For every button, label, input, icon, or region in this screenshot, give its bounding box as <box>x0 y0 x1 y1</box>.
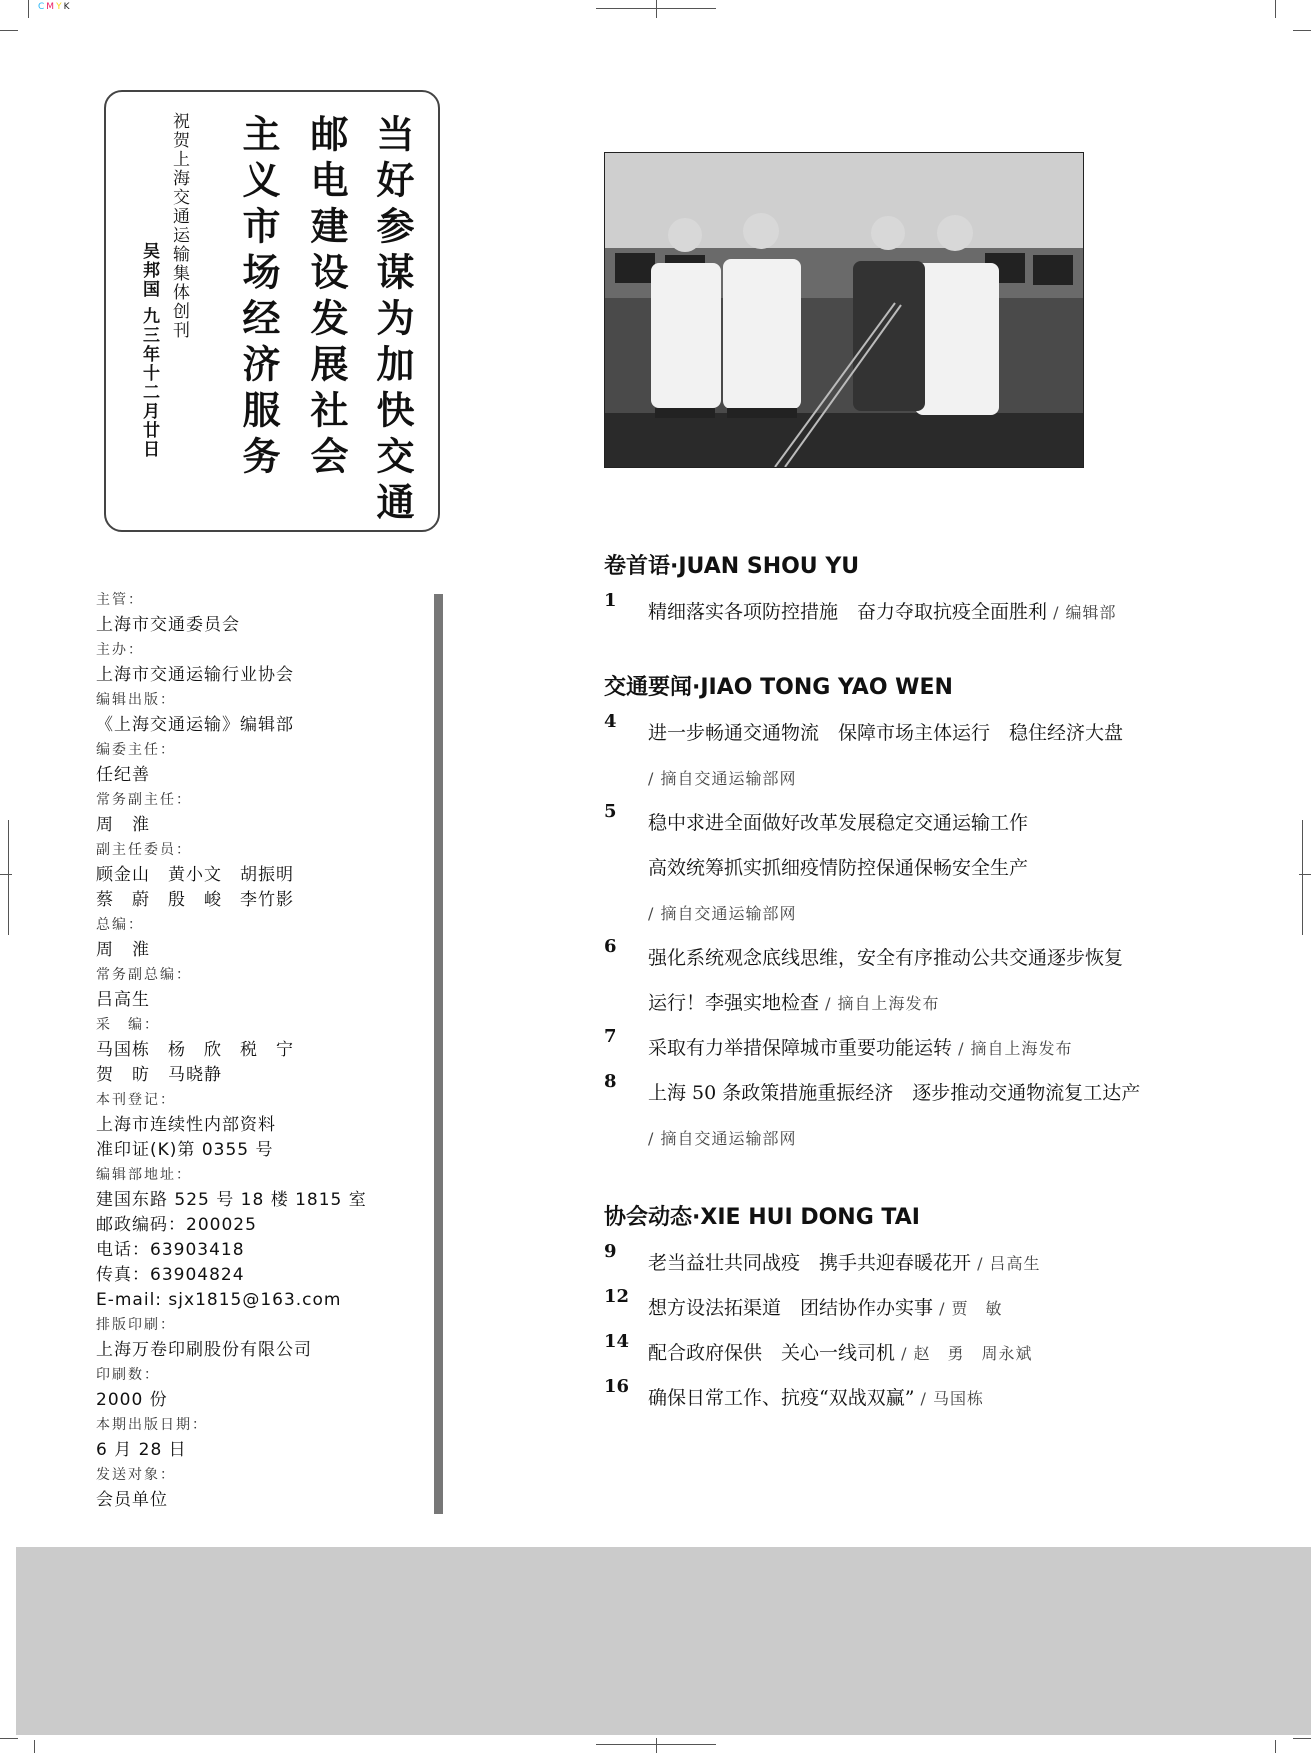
toc-entry-title-line <box>648 1026 1224 1071</box>
toc-entry[interactable] <box>604 1376 1224 1421</box>
toc-entry-source: / 摘自交通运输部网 <box>648 1129 797 1148</box>
masthead-label: 常务副总编： <box>96 967 192 983</box>
toc-entry[interactable] <box>604 1286 1224 1331</box>
crop-mark <box>28 0 29 18</box>
masthead-value: 建国东路 525 号 18 楼 1815 室 <box>96 1190 367 1210</box>
toc-page-number: 5 <box>604 801 617 822</box>
toc-entry-source: / 编辑部 <box>1053 603 1117 622</box>
masthead-label: 本刊登记： <box>96 1092 176 1108</box>
toc-entry-title: 采取有力举措保障城市重要功能运转 <box>648 1037 953 1059</box>
toc-entry-source-line <box>648 756 1224 801</box>
toc-page-number: 8 <box>604 1071 617 1092</box>
toc-entry[interactable] <box>604 1331 1224 1376</box>
toc-entry-title-line <box>648 711 1224 756</box>
toc-entry-source-line <box>648 891 1224 936</box>
section-title-pinyin: ·JIAO TONG YAO WEN <box>692 675 953 700</box>
masthead-value: 上海市交通运输行业协会 <box>96 665 294 685</box>
masthead-value: 电话：63903418 <box>96 1240 245 1260</box>
toc-section <box>604 669 1224 1161</box>
toc-entry-title: 强化系统观念底线思维，安全有序推动公共交通逐步恢复 <box>648 947 1124 969</box>
toc-entry-source: / 摘自交通运输部网 <box>648 904 797 923</box>
toc-entry[interactable] <box>604 1026 1224 1071</box>
masthead-value: 任纪善 <box>96 765 150 785</box>
toc-entry-title: 确保日常工作、抗疫“双战双赢” <box>648 1387 915 1409</box>
section-title-pinyin: ·XIE HUI DONG TAI <box>692 1205 920 1230</box>
crop-mark <box>0 1738 18 1739</box>
registration-mark <box>0 874 12 875</box>
masthead-value: E-mail: sjx1815@163.com <box>96 1290 342 1310</box>
registration-mark <box>1299 874 1311 875</box>
masthead-label: 编委主任： <box>96 742 176 758</box>
masthead-label: 常务副主任： <box>96 792 192 808</box>
masthead-value: 上海市连续性内部资料 <box>96 1115 276 1135</box>
cmyk-color-bar <box>38 2 71 12</box>
masthead-label: 副主任委员： <box>96 842 192 858</box>
toc-page-number: 6 <box>604 936 617 957</box>
registration-mark <box>1302 820 1303 935</box>
masthead-label: 总编： <box>96 917 144 933</box>
crop-mark <box>1293 1738 1311 1739</box>
masthead-value: 上海万卷印刷股份有限公司 <box>96 1340 312 1360</box>
masthead-value: 《上海交通运输》编辑部 <box>96 715 294 735</box>
section-title-pinyin: ·JUAN SHOU YU <box>670 554 860 579</box>
toc-entry-title-line <box>648 936 1224 981</box>
toc-entry-source: / 赵 勇 周永斌 <box>901 1344 1033 1363</box>
toc-entry[interactable] <box>604 711 1224 801</box>
calligraphy-signature: 吴邦国 九三年十二月廿日 <box>139 242 159 459</box>
calligraphy-column-2: 邮电建设发展社会 <box>304 114 349 482</box>
masthead-value: 周 淮 <box>96 940 150 960</box>
masthead-value: 周 淮 <box>96 815 150 835</box>
table-of-contents <box>604 548 1224 1421</box>
toc-entry-source: / 贾 敏 <box>939 1299 1003 1318</box>
masthead-label: 编辑出版： <box>96 692 176 708</box>
section-title-chinese: 卷首语 <box>604 553 671 579</box>
toc-entry-source: / 马国栋 <box>920 1389 984 1408</box>
toc-entry[interactable] <box>604 1071 1224 1161</box>
toc-entry-title-line <box>648 981 1224 1026</box>
toc-entry-title-line <box>648 1286 1224 1331</box>
registration-mark <box>656 1738 657 1753</box>
toc-section-title <box>604 1199 1224 1235</box>
toc-entry-title-line <box>648 846 1224 891</box>
registration-mark <box>8 820 9 935</box>
toc-section <box>604 1199 1224 1421</box>
crop-mark <box>1275 1740 1276 1753</box>
masthead-value: 2000 份 <box>96 1390 168 1410</box>
toc-entry-source-line <box>648 1116 1224 1161</box>
toc-entry-title-line <box>648 801 1224 846</box>
toc-entry-source: / 摘自上海发布 <box>958 1039 1073 1058</box>
toc-entry-source: / 摘自上海发布 <box>825 994 940 1013</box>
toc-page-number: 4 <box>604 711 617 732</box>
toc-entry-title: 老当益壮共同战疫 携手共迎春暖花开 <box>648 1252 972 1274</box>
masthead-label: 采 编： <box>96 1017 160 1033</box>
toc-page-number: 14 <box>604 1331 630 1352</box>
toc-page-number: 9 <box>604 1241 617 1262</box>
toc-entry-source: / 摘自交通运输部网 <box>648 769 797 788</box>
toc-entry-title: 进一步畅通交通物流 保障市场主体运行 稳住经济大盘 <box>648 722 1124 744</box>
section-title-chinese: 协会动态 <box>604 1204 693 1230</box>
masthead-value: 贺 昉 马晓静 <box>96 1065 222 1085</box>
toc-entry-title: 精细落实各项防控措施 奋力夺取抗疫全面胜利 <box>648 601 1048 623</box>
toc-entry-title-line <box>648 1071 1224 1116</box>
cmyk-c: C <box>38 2 46 12</box>
toc-entry-title: 运行！李强实地检查 <box>648 992 820 1014</box>
masthead-label: 发送对象： <box>96 1467 176 1483</box>
toc-entry-title-line <box>648 1331 1224 1376</box>
masthead-value: 顾金山 黄小文 胡振明 <box>96 865 294 885</box>
meeting-photo-illustration <box>605 153 1083 467</box>
toc-entry-title: 稳中求进全面做好改革发展稳定交通运输工作 <box>648 812 1029 834</box>
calligraphy-column-1: 当好参谋为加快交通 <box>370 114 415 528</box>
masthead-value: 上海市交通委员会 <box>96 615 240 635</box>
masthead-value: 蔡 蔚 殷 峻 李竹影 <box>96 890 294 910</box>
toc-section <box>604 548 1224 635</box>
bottom-gray-band <box>16 1547 1311 1735</box>
toc-page-number: 16 <box>604 1376 630 1397</box>
masthead-value: 吕高生 <box>96 990 150 1010</box>
news-photo <box>604 152 1084 468</box>
masthead-value: 会员单位 <box>96 1490 168 1510</box>
crop-mark <box>0 30 18 31</box>
masthead-value: 准印证(K)第 0355 号 <box>96 1140 274 1160</box>
toc-entry-title-line <box>648 1241 1224 1286</box>
toc-entry-title: 配合政府保供 关心一线司机 <box>648 1342 896 1364</box>
crop-mark <box>1293 30 1311 31</box>
masthead-divider-bar <box>434 594 443 1514</box>
toc-entry-title: 高效统筹抓实抓细疫情防控保通保畅安全生产 <box>648 857 1029 879</box>
toc-entry[interactable] <box>604 936 1224 1026</box>
masthead <box>96 588 426 1513</box>
toc-entry-source: / 吕高生 <box>977 1254 1041 1273</box>
masthead-value: 马国栋 杨 欣 税 宁 <box>96 1040 294 1060</box>
toc-page-number: 1 <box>604 590 617 611</box>
masthead-label: 主办： <box>96 642 144 658</box>
toc-entry[interactable] <box>604 1241 1224 1286</box>
crop-mark <box>1275 0 1276 18</box>
masthead-value: 传真：63904824 <box>96 1265 245 1285</box>
masthead-label: 印刷数： <box>96 1367 160 1383</box>
masthead-label: 本期出版日期： <box>96 1417 208 1433</box>
section-title-chinese: 交通要闻 <box>604 674 693 700</box>
masthead-value: 邮政编码：200025 <box>96 1215 257 1235</box>
registration-mark <box>656 0 657 18</box>
toc-entry[interactable] <box>604 801 1224 936</box>
toc-section-title <box>604 548 1224 584</box>
toc-page-number: 12 <box>604 1286 630 1307</box>
cmyk-y: Y <box>56 2 63 12</box>
toc-entry[interactable] <box>604 590 1224 635</box>
calligraphy-column-3: 主义市场经济服务 <box>236 114 281 482</box>
toc-entry-title-line <box>648 1376 1224 1421</box>
toc-entry-title: 想方设法拓渠道 团结协作办实事 <box>648 1297 934 1319</box>
toc-entry-title-line <box>648 590 1224 635</box>
toc-entry-title: 上海 50 条政策措施重振经济 逐步推动交通物流复工达产 <box>648 1082 1141 1104</box>
toc-page-number: 7 <box>604 1026 617 1047</box>
cmyk-k: K <box>63 2 71 12</box>
calligraphy-inscription <box>104 90 440 532</box>
calligraphy-dedication: 祝贺上海交通运输集体创刊 <box>169 112 189 340</box>
masthead-label: 主管： <box>96 592 144 608</box>
crop-mark <box>34 1740 35 1753</box>
cmyk-m: M <box>46 2 56 12</box>
toc-section-title <box>604 669 1224 705</box>
masthead-label: 编辑部地址： <box>96 1167 192 1183</box>
masthead-value: 6 月 28 日 <box>96 1440 187 1460</box>
masthead-label: 排版印刷： <box>96 1317 176 1333</box>
